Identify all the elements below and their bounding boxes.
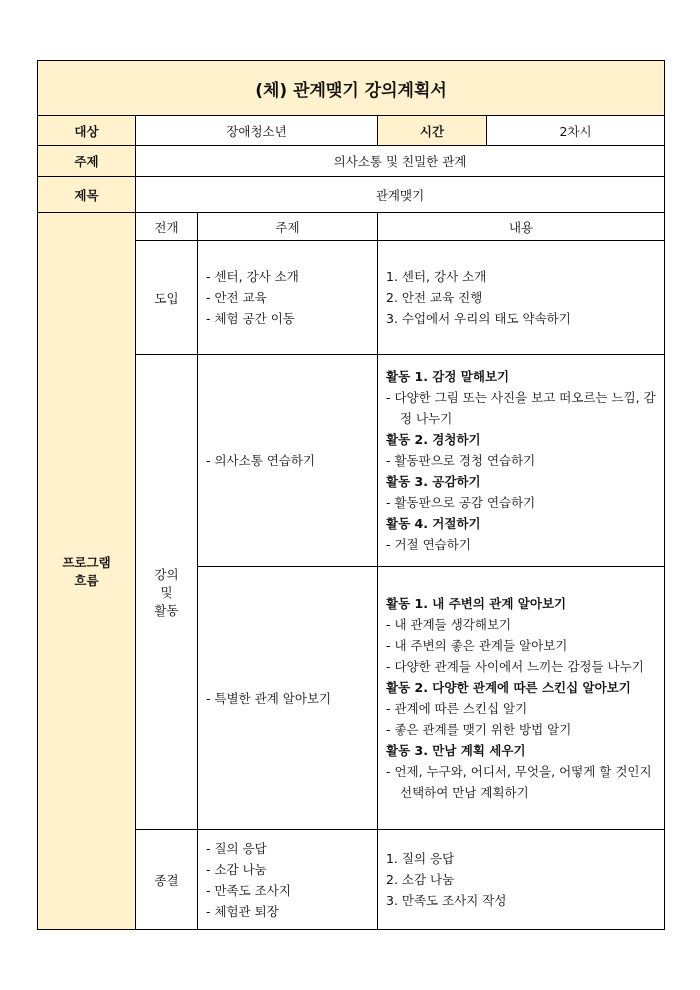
activity-item: - 거절 연습하기 bbox=[386, 537, 471, 552]
subject-label: 제목 bbox=[38, 177, 136, 213]
activity-item: - 관계에 따른 스킨십 알기 bbox=[386, 701, 528, 716]
header-topic: 주제 bbox=[198, 213, 378, 241]
activity-title: 활동 1. 내 주변의 관계 알아보기 bbox=[386, 596, 567, 611]
activity-item: - 활동판으로 공감 연습하기 bbox=[386, 495, 536, 510]
activity-item: - 활동판으로 경청 연습하기 bbox=[386, 453, 536, 468]
intro-topic: - 센터, 강사 소개 bbox=[206, 269, 299, 284]
intro-content: 3. 수업에서 우리의 태도 약속하기 bbox=[386, 311, 571, 326]
intro-topic: - 안전 교육 bbox=[206, 290, 267, 305]
closing-topic: - 만족도 조사지 bbox=[206, 882, 291, 898]
communication-topic-text: - 의사소통 연습하기 bbox=[206, 453, 316, 468]
closing-contents bbox=[378, 830, 665, 930]
closing-topic: - 소감 나눔 bbox=[206, 861, 267, 877]
activity-title: 활동 4. 거절하기 bbox=[386, 516, 481, 531]
activity-title: 활동 2. 경청하기 bbox=[386, 432, 481, 447]
communication-activities bbox=[378, 355, 665, 567]
intro-content: 2. 안전 교육 진행 bbox=[386, 290, 483, 305]
target-label: 대상 bbox=[38, 116, 136, 146]
closing-stage: 종결 bbox=[136, 830, 198, 930]
activity-item: - 내 주변의 좋은 관계들 알아보기 bbox=[386, 638, 568, 653]
topic-label: 주제 bbox=[38, 146, 136, 177]
target-value: 장애청소년 bbox=[136, 116, 378, 146]
time-label: 시간 bbox=[378, 116, 487, 146]
communication-topic bbox=[198, 355, 378, 567]
topic-value: 의사소통 및 친밀한 관계 bbox=[136, 146, 665, 177]
time-value: 2차시 bbox=[487, 116, 665, 146]
main-stage-line1: 강의 bbox=[154, 567, 179, 582]
intro-topic: - 체험 공간 이동 bbox=[206, 311, 295, 326]
activity-item: - 언제, 누구와, 어디서, 무엇을, 어떻게 할 것인지 선택하여 만남 계획하기 bbox=[386, 764, 652, 800]
intro-content: 1. 센터, 강사 소개 bbox=[386, 269, 487, 284]
activity-title: 활동 3. 만남 계획 세우기 bbox=[386, 743, 526, 758]
activity-title: 활동 2. 다양한 관계에 따른 스킨십 알아보기 bbox=[386, 680, 631, 695]
closing-topic: - 질의 응답 bbox=[206, 840, 267, 856]
program-flow-label-line1: 프로그램 bbox=[62, 555, 111, 570]
lesson-plan-table bbox=[37, 60, 665, 930]
main-stage-line3: 활동 bbox=[154, 603, 179, 618]
closing-content: 1. 질의 응답 bbox=[386, 851, 455, 866]
header-content: 내용 bbox=[378, 213, 665, 241]
program-flow-label-line2: 흐름 bbox=[74, 573, 99, 588]
intro-topics bbox=[198, 241, 378, 355]
intro-stage: 도입 bbox=[136, 241, 198, 355]
activity-title: 활동 3. 공감하기 bbox=[386, 474, 481, 489]
relationship-topic-text: - 특별한 관계 알아보기 bbox=[206, 690, 332, 706]
subject-value: 관계맺기 bbox=[136, 177, 665, 213]
activity-title: 활동 1. 감정 말해보기 bbox=[386, 369, 510, 384]
relationship-activities bbox=[378, 567, 665, 830]
closing-topic: - 체험관 퇴장 bbox=[206, 903, 279, 919]
activity-item: - 좋은 관계를 맺기 위한 방법 알기 bbox=[386, 722, 572, 737]
relationship-topic bbox=[198, 567, 378, 830]
activity-item: - 다양한 관계들 사이에서 느끼는 감정들 나누기 bbox=[386, 659, 644, 674]
closing-topics bbox=[198, 830, 378, 930]
main-stage bbox=[136, 355, 198, 830]
activity-item: - 다양한 그림 또는 사진을 보고 떠오르는 느낌, 감정 나누기 bbox=[386, 390, 656, 426]
closing-content: 3. 만족도 조사지 작성 bbox=[386, 893, 507, 908]
intro-contents bbox=[378, 241, 665, 355]
closing-content: 2. 소감 나눔 bbox=[386, 872, 455, 887]
document-title: (체) 관계맺기 강의계획서 bbox=[38, 61, 665, 116]
main-stage-line2: 및 bbox=[160, 585, 173, 600]
header-stage: 전개 bbox=[136, 213, 198, 241]
activity-item: - 내 관계들 생각해보기 bbox=[386, 617, 512, 632]
program-flow-label bbox=[38, 213, 136, 930]
